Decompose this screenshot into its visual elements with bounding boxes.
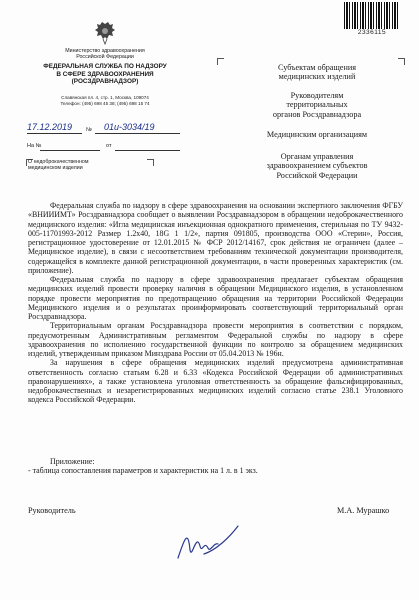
recipient-1-line1: Субъектам обращения: [278, 63, 356, 72]
recipient-block-3: [232, 130, 402, 139]
recipient-4-line3: Российской Федерации: [276, 170, 358, 180]
paragraph-2: Федеральная служба по надзору в сфере здравоохранения предлагает субъектам обращения медицинских изделий провести проверку наличия в обращении Медицинского изделия, в установленном порядке провести мероприятия по предотвращению обращения на территории Российской Федерации Медицинского изделия и о результатах проинформировать соответствующий территориальный орган Росздравнадзора.: [28, 275, 403, 321]
agency-line2: В СФЕРЕ ЗДРАВООХРАНЕНИЯ: [56, 70, 154, 78]
paragraph-1: Федеральная служба по надзору в сфере здравоохранения на основании экспертного заключения ФГБУ «ВНИИИМТ» Росздравнадзора сообщает о выявлении Росздравнадзором в обращении недоброкачественного медицинского изделия: «Игла медицинская инъекционная однократного применения, стерильная по ТУ 9432-005-11701993-2012 Размер 1.2х40, 18G 1 1/2», партия 091805, производства ООО «Стерин», Россия, регистрационное удостоверение от 12.01.2015 № ФСР 2012/14167, срок действия не ограничен (далее – Медицинское изделие), в связи с несоответствием требованиям технической документации производителя, содержащейся в комплекте данной регистрационной документации, в части проверенных характеристик (см. приложение).: [28, 201, 403, 275]
registration-number: 01и-3034/19: [104, 122, 155, 132]
agency-address: Славянская пл. 4, стр. 1, Москва, 109074: [61, 95, 149, 100]
ministry-name: [30, 48, 180, 61]
ministry-line1: Министерство здравоохранения: [65, 48, 145, 54]
barcode-number: 2336115: [357, 29, 387, 36]
number-underline: [95, 133, 180, 134]
attachment-section: [28, 457, 258, 476]
recipient-2-line2: территориальных: [286, 100, 348, 110]
recipient-block-4: [232, 152, 402, 180]
recipient-block-1: [232, 63, 402, 82]
signatory-position: Руководитель: [28, 506, 76, 515]
handwritten-signature: [174, 520, 244, 565]
agency-line3: (РОСЗДРАВНАДЗОР): [71, 78, 139, 86]
subject: [28, 159, 89, 171]
signatory-name: М.А. Мурашко: [337, 506, 390, 515]
coat-of-arms-icon: [94, 20, 116, 46]
paragraph-4: За нарушения в сфере обращения медицинских изделий предусмотрена административная ответственность согласно статьям 6.28 и 6.33 «Кодекса Российской Федерации об административных правонарушениях», а также установлена уголовная ответственность за обращение фальсифицированных, недоброкачественных и незарегистрированных медицинских изделий согласно статье 238.1 Уголовного кодекса Российской Федерации.: [28, 358, 403, 405]
attachment-label: Приложение:: [50, 457, 95, 466]
recipient-4-line2: здравоохранением субъектов: [266, 161, 368, 171]
recipient-2-line1: Руководителям: [290, 91, 344, 100]
recipient-block-2: [232, 91, 402, 119]
registration-date: 17.12.2019: [27, 122, 73, 132]
recipient-3-line1: Медицинским организациям: [266, 130, 368, 139]
recipient-1-line2: медицинских изделий: [278, 72, 356, 82]
ministry-line2: Российской Федерации: [76, 54, 134, 61]
date-underline: [27, 133, 82, 134]
paragraph-3: Территориальным органам Росздравнадзора провести мероприятия в соответствии с порядком, предусмотренным Административным регламентом Федеральной службы по надзору в сфере здравоохранения по исполнению государственной функции по контролю за обращением медицинских изделий, утвержденным приказом Минздрава России от 05.04.2013 № 196н.: [28, 321, 403, 358]
subject-line1: О недоброкачественном: [28, 159, 89, 165]
agency-contacts: [30, 95, 180, 107]
recipient-2-line3: органов Росздравнадзора: [272, 109, 362, 119]
recipients-corner-left: [217, 58, 224, 65]
barcode: [344, 2, 400, 36]
reply-date-underline: [115, 150, 180, 151]
agency-line1: ФЕДЕРАЛЬНАЯ СЛУЖБА ПО НАДЗОРУ: [43, 63, 167, 70]
agency-name: [30, 63, 180, 86]
reply-to-label: На №: [27, 143, 42, 149]
reply-from-label: от: [106, 143, 112, 149]
agency-phone: Телефон: (495) 698 45 38; (495) 698 15 74: [60, 101, 150, 106]
recipient-4-line1: Органам управления: [280, 152, 354, 161]
reply-number-underline: [40, 150, 100, 151]
barcode-bars: [344, 2, 400, 29]
letter-page: 2336115 Министерство здравоохранения Российской Федерации ФЕДЕРАЛЬНАЯ СЛУЖБА ПО НАДЗОРУ В СФЕРЕ ЗДРАВООХРАНЕНИЯ (РОСЗДРАВНАДЗОР) Славянская пл. 4, стр. 1, Москва, 109074 Телефон: (495) 698 45 38; (495) 698 15 74 17.12.2019 № 01и-3034/19 На № от О недоброкачественном медицинском изделии Субъектам обращения медицинских изделий Руководителям территориальных органов Росздравнадзора Медицинским организациям Органам управления здравоохранением субъектов Российской Федерации Федеральная служба по надзору в сфере здравоохранения на основании экспертного заключения ФГБУ «ВНИИИМТ» Росздравнадзора сообщает о выявлении Росздравнадзором в обращении недоброкачественного медицинского изделия: «Игла медицинская инъекционная однократного применения, стерильная по ТУ 9432-005-11701993-2012 Размер 1.2х40, 18G 1 1/2», партия 091805, производства ООО «Стерин», Россия, регистрационное удостоверение от 12.01.2015 № ФСР 2012/14167, срок действия не ограничен (далее – Медицинское изделие), в связи с несоответствием требованиям технической документации производителя, содержащейся в комплекте данной регистрационной документации, в части проверенных характеристик (см. приложение). Федеральная служба по надзору в сфере здравоохранения предлагает субъектам обращения медицинских изделий провести проверку наличия в обращении Медицинского изделия, в установленном порядке провести мероприятия по предотвращению обращения на территории Российской Федерации Медицинского изделия и о результатах проинформировать соответствующий территориальный орган Росздравнадзора. Территориальным органам Росздравнадзора провести мероприятия в соответствии с порядком, предусмотренным Административным регламентом Федеральной службы по надзору в сфере здравоохранения по исполнению государственной функции по контролю за обращением медицинских изделий, утвержденным приказом Минздрава России от 05.04.2013 № 196н. За нарушения в сфере обращения медицинских изделий предусмотрена административная ответственность согласно статьям 6.28 и 6.33 «Кодекса Российской Федерации об административных правонарушениях», а также установлена уголовная ответственность за обращение фальсифицированных, недоброкачественных и незарегистрированных медицинских изделий согласно статье 238.1 Уголовного кодекса Российской Федерации. Приложение: - таблица сопоставления параметров и характеристик на 1 л. в 1 экз. Руководитель М.А. Мурашко: [0, 0, 419, 600]
letter-body: [28, 201, 403, 405]
subject-corner-right: [147, 159, 154, 166]
attachment-item: - таблица сопоставления параметров и характеристик на 1 л. в 1 экз.: [28, 466, 258, 476]
subject-line2: медицинском изделии: [28, 165, 83, 171]
